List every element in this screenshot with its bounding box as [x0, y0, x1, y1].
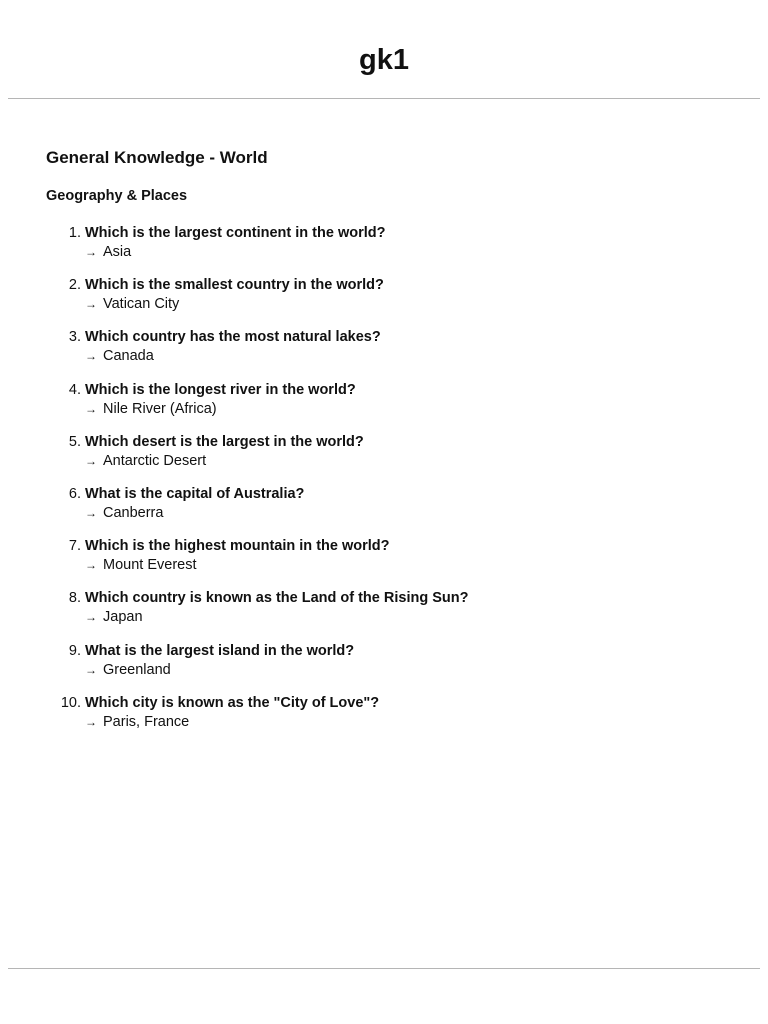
answer-text: Vatican City [103, 296, 180, 313]
arrow-icon: → [85, 505, 97, 520]
answer-line [85, 713, 736, 732]
arrow-icon: → [85, 558, 97, 573]
question-item [46, 224, 736, 276]
question-number: 1. [68, 225, 81, 241]
answer-text: Nile River (Africa) [103, 400, 217, 417]
arrow-icon: → [85, 245, 97, 259]
question-item [46, 642, 736, 694]
header-divider [8, 98, 760, 99]
question-number: 10. [60, 694, 81, 711]
answer-text: Paris, France [103, 713, 190, 730]
question-item [46, 589, 736, 641]
question-text: Which is the smallest country in the world? [85, 277, 384, 294]
question-number: 9. [68, 642, 81, 659]
arrow-icon: → [85, 610, 97, 625]
answer-line [85, 400, 736, 419]
question-text: Which is the highest mountain in the world? [85, 538, 390, 555]
question-item [46, 276, 736, 328]
arrow-icon: → [85, 297, 97, 312]
question-text: What is the largest island in the world? [85, 642, 355, 659]
arrow-icon: → [85, 401, 97, 416]
arrow-icon: → [85, 453, 97, 468]
answer-text: Canada [103, 348, 154, 365]
question-number: 6. [68, 485, 81, 502]
arrow-icon: → [85, 662, 97, 677]
answer-text: Asia [103, 244, 132, 260]
document-title: gk1 [359, 44, 409, 76]
answer-text: Greenland [103, 661, 171, 678]
answer-text: Canberra [103, 504, 164, 521]
question-item [46, 537, 736, 589]
document-body [46, 146, 736, 746]
question-item [46, 694, 736, 746]
question-number: 3. [68, 329, 81, 346]
answer-line [85, 504, 736, 523]
question-item [46, 433, 736, 485]
answer-line [85, 556, 736, 575]
question-item [46, 485, 736, 537]
answer-line [85, 452, 736, 471]
section-heading: Geography & Places [46, 188, 188, 204]
answer-text: Japan [103, 609, 143, 626]
question-text: Which country is known as the Land of the Rising Sun? [85, 590, 469, 607]
question-text: Which country has the most natural lakes? [85, 329, 381, 346]
question-item [46, 328, 736, 380]
answer-text: Antarctic Desert [103, 452, 207, 469]
question-number: 7. [68, 538, 81, 555]
question-number: 2. [68, 277, 81, 294]
question-text: Which city is known as the "City of Love"? [85, 694, 380, 711]
question-list [46, 224, 736, 746]
answer-text: Mount Everest [103, 557, 197, 574]
question-number: 8. [68, 590, 81, 607]
question-item [46, 381, 736, 433]
answer-line [85, 243, 736, 262]
arrow-icon: → [85, 349, 97, 364]
answer-line [85, 295, 736, 314]
question-text: Which is the largest continent in the world? [85, 225, 386, 241]
question-text: What is the capital of Australia? [85, 485, 305, 502]
question-text: Which is the longest river in the world? [85, 381, 356, 398]
question-number: 5. [68, 433, 81, 450]
footer-divider [8, 968, 760, 969]
answer-line [85, 661, 736, 680]
document-heading: General Knowledge - World [46, 148, 268, 167]
answer-line [85, 347, 736, 366]
answer-line [85, 608, 736, 627]
arrow-icon: → [85, 714, 97, 729]
question-text: Which desert is the largest in the world? [85, 433, 364, 450]
question-number: 4. [68, 381, 81, 398]
